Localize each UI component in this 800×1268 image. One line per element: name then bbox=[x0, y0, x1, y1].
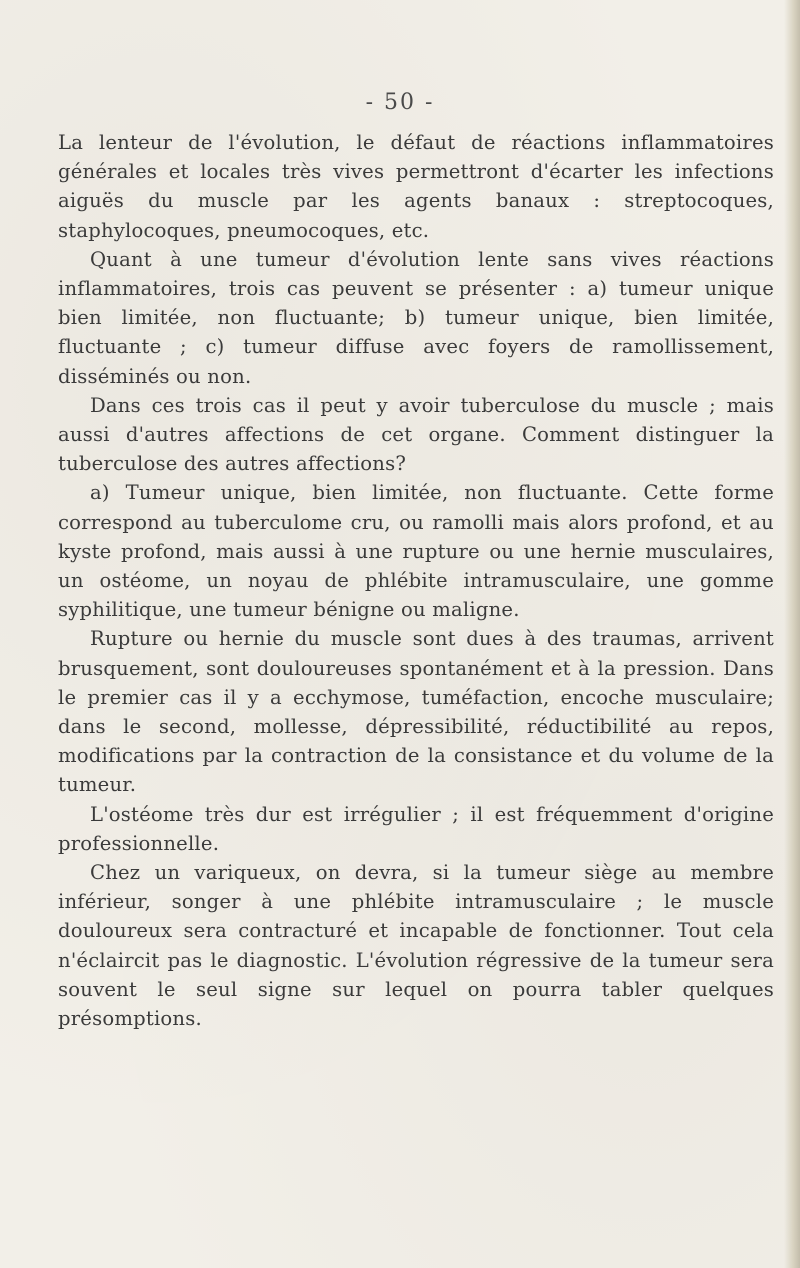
paragraph: a) Tumeur unique, bien limitée, non fluctuante. Cette forme correspond au tuberculome cru, ou ramolli mais alors profond, et au kyste profond, mais aussi à une rupture ou une hernie musculaires, un ostéome, un noyau de phlébite intramusculaire, une gomme syphilitique, une tumeur bénigne ou maligne. bbox=[58, 481, 774, 622]
page-edge-shadow bbox=[784, 0, 800, 1268]
paragraph: L'ostéome très dur est irrégulier ; il est fréquemment d'origine professionnelle. bbox=[58, 802, 774, 855]
paragraph: La lenteur de l'évolution, le défaut de réactions inflammatoires générales et locales très vives permettront d'écarter les infections aiguës du muscle par les agents banaux : streptocoques, staphylocoques, pneumocoques, etc. bbox=[58, 131, 774, 242]
paragraph: Quant à une tumeur d'évolution lente sans vives réactions inflammatoires, trois cas peuvent se présenter : a) tumeur unique bien limitée, non fluctuante; b) tumeur unique, bien limitée, fluctuante ; c) tumeur diffuse avec foyers de ramollissement, disséminés ou non. bbox=[58, 247, 774, 388]
paragraph: Chez un variqueux, on devra, si la tumeur siège au membre inférieur, songer à une phlébite intramusculaire ; le muscle douloureux sera contracturé et incapable de fonctionner. Tout cela n'éclaircit pas le diagnostic. L'évolution régressive de la tumeur sera souvent le seul signe sur lequel on pourra tabler quelques présomptions. bbox=[58, 861, 774, 1031]
paragraph: Rupture ou hernie du muscle sont dues à des traumas, arrivent brusquement, sont douloureuses spontanément et à la pression. Dans le premier cas il y a ecchymose, tuméfaction, encoche musculaire; dans le second, mollesse, dépressibilité, réductibilité au repos, modifications par la contraction de la consistance et du volume de la tumeur. bbox=[58, 627, 774, 797]
page-number: - 50 - bbox=[365, 90, 435, 115]
body-text bbox=[58, 128, 774, 1033]
paragraph: Dans ces trois cas il peut y avoir tuberculose du muscle ; mais aussi d'autres affections de cet organe. Comment distinguer la tuberculose des autres affections? bbox=[58, 393, 774, 476]
